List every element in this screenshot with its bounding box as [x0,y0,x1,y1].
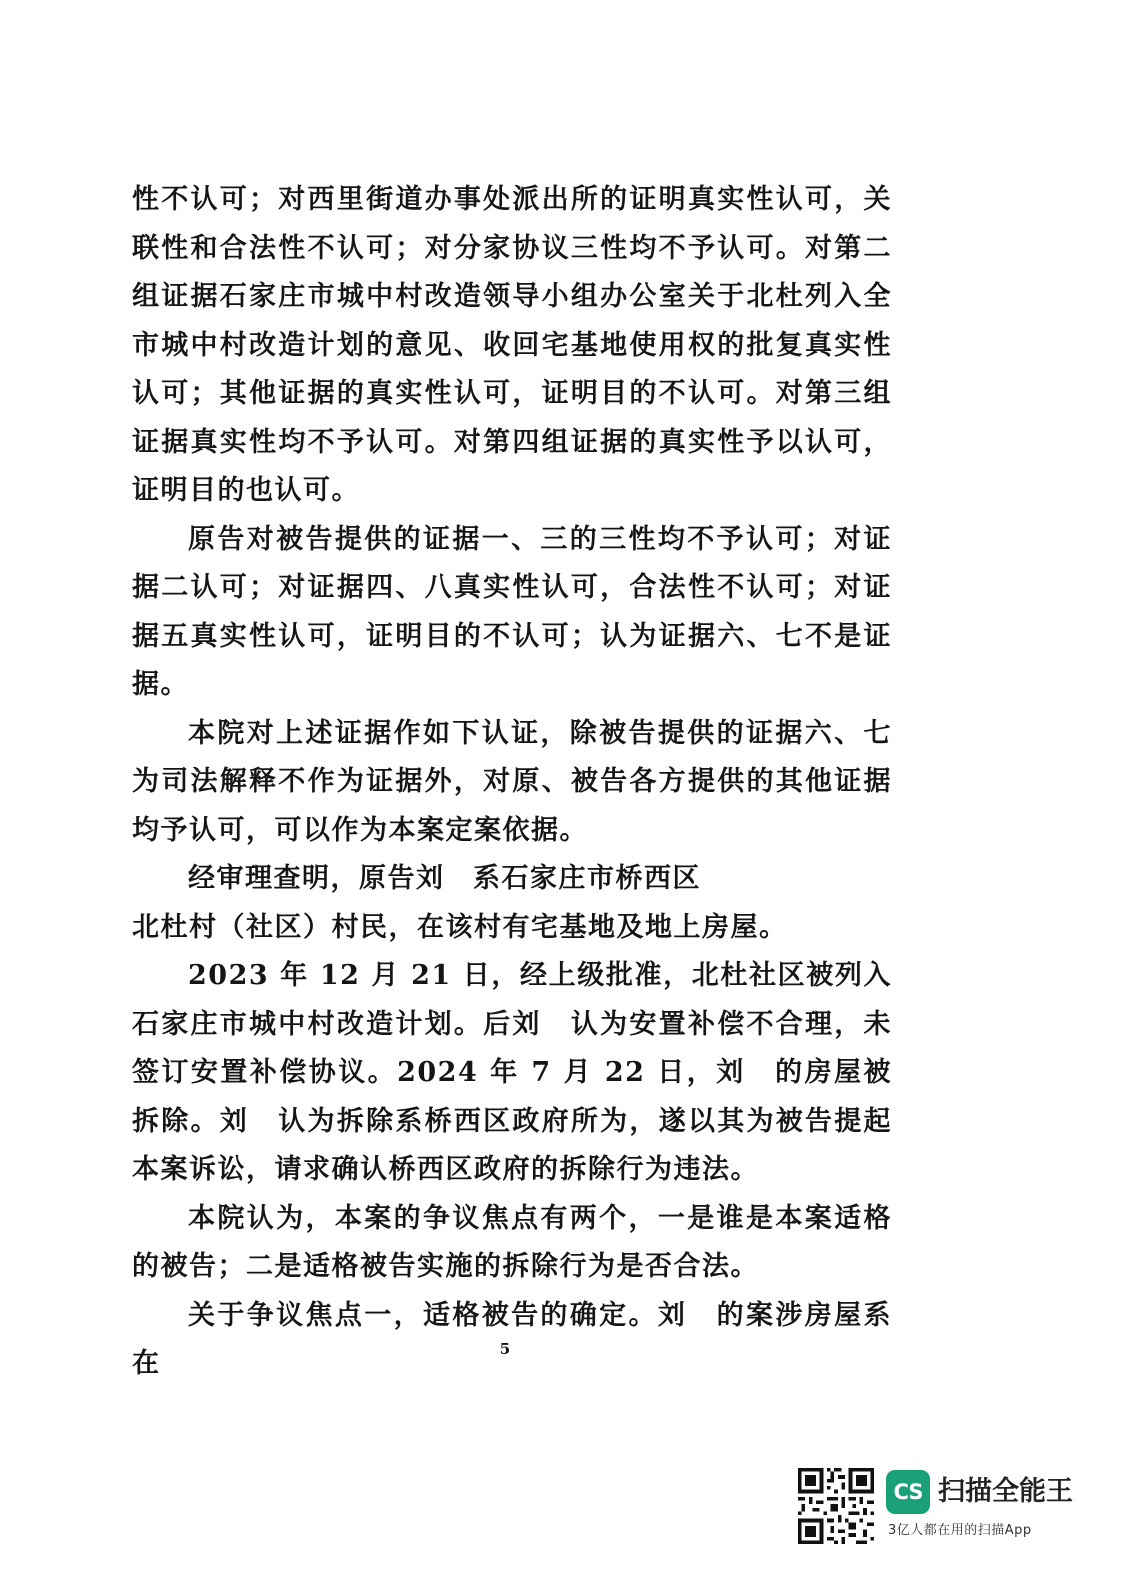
camscanner-logo: CS [886,1470,930,1514]
paragraph [132,1195,892,1292]
paragraph [132,952,892,1195]
text-line: 经审理查明，原告刘 系石家庄市桥西区 [188,863,701,894]
text-line: 桥西区政府的拆除行为违法。 [388,1154,759,1185]
text-line: 性和合法性不认可；对分家协议三性均不予认可。对第二组证 [132,232,893,312]
paragraph [132,176,892,516]
paragraph [132,855,892,952]
text-line: 关于争议焦点一，适格被告的确定。刘 的案涉房屋系在 [132,1299,892,1379]
text-line: 司法解释不作为证据外，对原、被告各方提供的其他证据均予 [132,766,893,846]
text-line: 被告；二是适格被告实施的拆除行为是否合法。 [160,1251,759,1282]
paragraph [132,516,892,710]
scanner-watermark [798,1468,1098,1548]
document-body [132,176,892,1389]
paragraph [132,710,892,856]
brand-name: 扫描全能王 [938,1476,1073,1507]
text-line: 真实性认可，证明目的不认可；认为证据六、七不是证据。 [132,620,893,700]
text-line: 2023 年 12 月 21 日，经上级批准，北杜社区被列入石家庄 [132,960,892,1040]
text-line: 二认可；对证据四、八真实性认可，合法性不认可；对证据五 [132,572,893,652]
page-number: 5 [499,1340,511,1358]
text-line: 认可，可以作为本案定案依据。 [189,814,588,846]
brand-tagline: 3亿人都在用的扫描App [888,1523,1032,1538]
text-line: 村改造计划的意见、收回宅基地使用权的批复真实性认可；其 [132,329,893,409]
text-line: 他证据的真实性认可，证明目的不认可。对第三组证据真实性 [132,378,893,458]
text-line: 可。 [303,475,360,506]
text-line: 性不认可；对西里街道办事处派出所的证明真实性认可，关联 [132,184,892,264]
text-line: 本院对上述证据作如下认证，除被告提供的证据六、七为 [132,717,892,797]
text-line: 补偿协议。2024 年 7 月 22 日，刘 的房屋被拆除。刘 认为拆 [132,1057,892,1137]
text-line: 北杜村（社区）村民，在该村有宅基地及地上房屋。 [132,911,788,943]
text-line: 本院认为，本案的争议焦点有两个，一是谁是本案适格的 [132,1202,892,1282]
text-line: 据石家庄市城中村改造领导小组办公室关于北杜列入全市城中 [132,281,893,361]
text-line: 市城中村改造计划。后刘 认为安置补偿不合理，未签订安置 [132,1008,893,1088]
qr-code-icon [798,1468,874,1544]
text-line: 均不予认可。对第四组证据的真实性予以认可，证明目的也认 [132,426,893,506]
text-line: 除系桥西区政府所为，遂以其为被告提起本案诉讼，请求确认 [132,1105,893,1185]
text-line: 原告对被告提供的证据一、三的三性均不予认可；对证据 [132,523,892,603]
